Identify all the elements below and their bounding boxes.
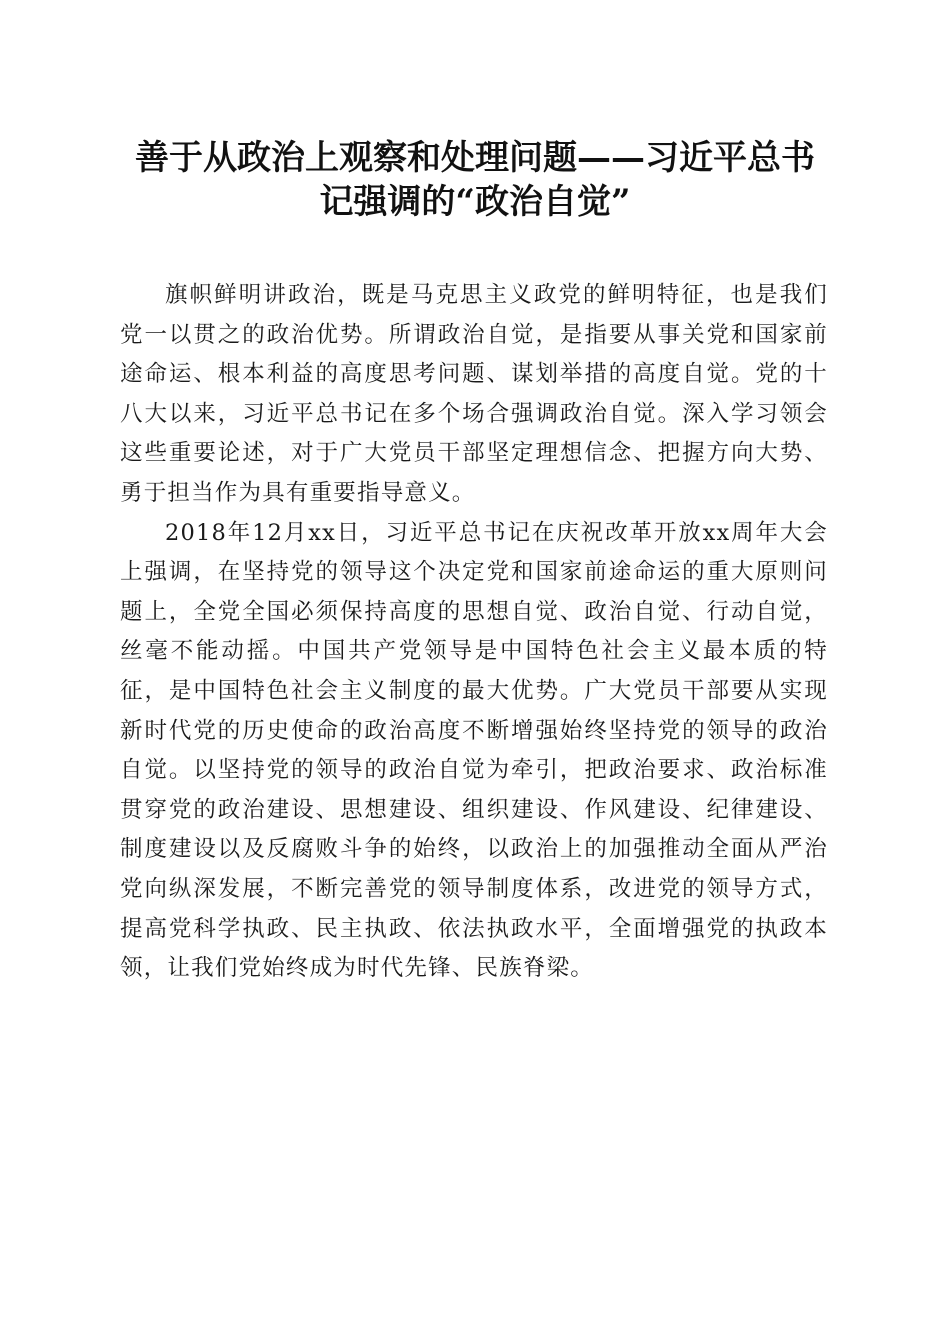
title-line-1: 善于从政治上观察和处理问题——习近平总书 [135,138,815,178]
document-title [110,136,840,224]
title-line-2: 记强调的“政治自觉” [319,182,631,222]
document-body [120,276,828,989]
paragraph-2: 2018年12月xx日，习近平总书记在庆祝改革开放xx周年大会上强调，在坚持党的领导这个决定党和国家前途命运的重大原则问题上，全党全国必须保持高度的思想自觉、政治自觉、行动自觉，丝毫不能动摇。中国共产党领导是中国特色社会主义最本质的特征，是中国特色社会主义制度的最大优势。广大党员干部要从实现新时代党的历史使命的政治高度不断增强始终坚持党的领导的政治自觉。以坚持党的领导的政治自觉为牵引，把政治要求、政治标准贯穿党的政治建设、思想建设、组织建设、作风建设、纪律建设、制度建设以及反腐败斗争的始终，以政治上的加强推动全面从严治党向纵深发展，不断完善党的领导制度体系，改进党的领导方式，提高党科学执政、民主执政、依法执政水平，全面增强党的执政本领，让我们党始终成为时代先锋、民族脊梁。 [120,519,828,982]
paragraph-1: 旗帜鲜明讲政治，既是马克思主义政党的鲜明特征，也是我们党一以贯之的政治优势。所谓政治自觉，是指要从事关党和国家前途命运、根本利益的高度思考问题、谋划举措的高度自觉。党的十八大以来，习近平总书记在多个场合强调政治自觉。深入学习领会这些重要论述，对于广大党员干部坚定理想信念、把握方向大势、勇于担当作为具有重要指导意义。 [120,282,828,506]
